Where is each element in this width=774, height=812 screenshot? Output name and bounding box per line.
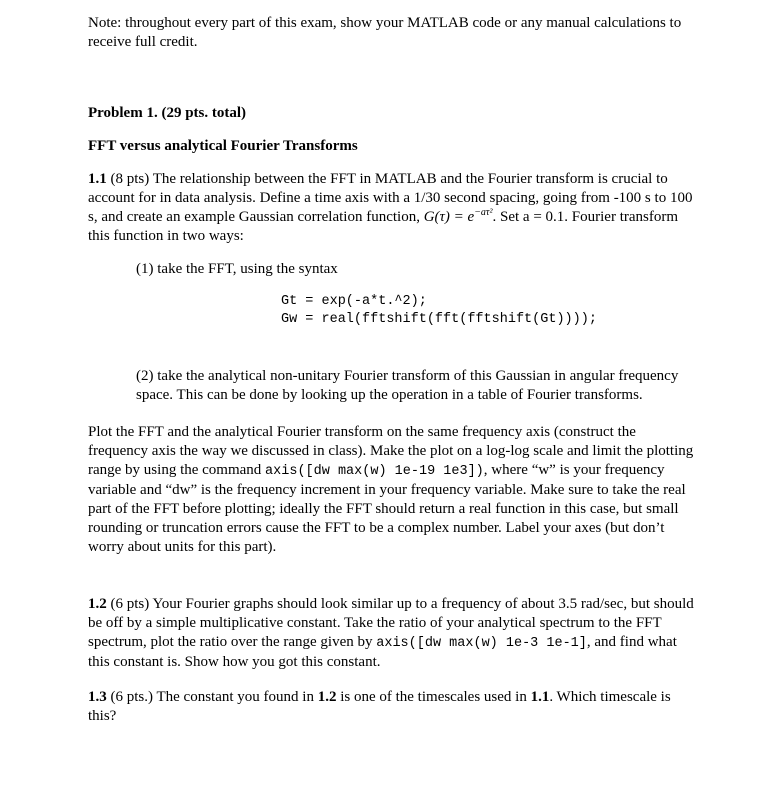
code-line: Gw = real(fftshift(fft(fftshift(Gt)))); xyxy=(281,312,597,327)
question-text: , and find what this constant is. Show how you got this constant. xyxy=(88,634,677,670)
axis-command: axis([dw max(w) 1e-19 1e3]) xyxy=(265,464,484,479)
method-2-text: (2) take the analytical non-unitary Fourier transform of this Gaussian in angular frequency space. This can be done by looking up the operation in a table of Fourier transforms. xyxy=(136,368,679,403)
document-body xyxy=(88,14,698,726)
matlab-code-block xyxy=(281,293,698,329)
axis-command: axis([dw max(w) 1e-3 1e-1] xyxy=(376,636,587,651)
plot-instructions xyxy=(88,423,698,557)
exam-note: Note: throughout every part of this exam, show your MATLAB code or any manual calculations to receive full credit. xyxy=(88,15,682,50)
method-1-label: (1) take the FFT, using the syntax xyxy=(136,261,338,277)
question-text: (6 pts.) The constant you found in xyxy=(106,689,318,705)
question-text: . Which timescale is this? xyxy=(88,689,671,724)
question-reference: 1.2 xyxy=(317,689,337,705)
section-title: FFT versus analytical Fourier Transforms xyxy=(88,138,358,154)
question-number: 1.3 xyxy=(88,689,107,705)
plot-text: , where “w” is your frequency variable and “dw” is the frequency increment in your frequency variable. Make sure to take the real part of the FFT before plotting; ideally the FFT should return a real function in this case, but small rounding or truncation errors cause the FFT to be a complex number. Label your axes (but don’t worry about units for this part). xyxy=(88,462,686,555)
code-line: Gt = exp(-a*t.^2); xyxy=(281,294,427,309)
function-base: G(τ) = e xyxy=(423,209,475,225)
question-text: . Set a = 0.1. Fourier transform this function in two ways: xyxy=(88,209,679,244)
question-number: 1.2 xyxy=(88,596,107,612)
plot-text: Plot the FFT and the analytical Fourier transform on the same frequency axis (construct the frequency axis the way we discussed in class). Make the plot on a log-log scale and limit the plotting range by using the command xyxy=(88,424,694,478)
question-text: is one of the timescales used in xyxy=(336,689,531,705)
question-text: (6 pts) Your Fourier graphs should look similar up to a frequency of about 3.5 rad/sec, but should be off by a simple multiplicative constant. Take the ratio of your analytical spectrum to the FFT spectrum, plot the ratio over the range given by xyxy=(88,596,694,650)
question-1-2 xyxy=(88,595,698,672)
question-1-1 xyxy=(88,170,698,246)
question-1-3 xyxy=(88,688,698,726)
question-reference: 1.1 xyxy=(530,689,550,705)
question-number: 1.1 xyxy=(88,171,107,187)
function-exponent: −aτ² xyxy=(474,207,493,218)
problem-heading: Problem 1. (29 pts. total) xyxy=(88,105,247,121)
question-text: (8 pts) The relationship between the FFT in MATLAB and the Fourier transform is crucial to account for in data analysis. Define a time axis with a 1/30 second spacing, going from -100 s to 100 s, and create an example Gaussian correlation function, xyxy=(88,171,693,225)
gaussian-function xyxy=(424,209,493,225)
